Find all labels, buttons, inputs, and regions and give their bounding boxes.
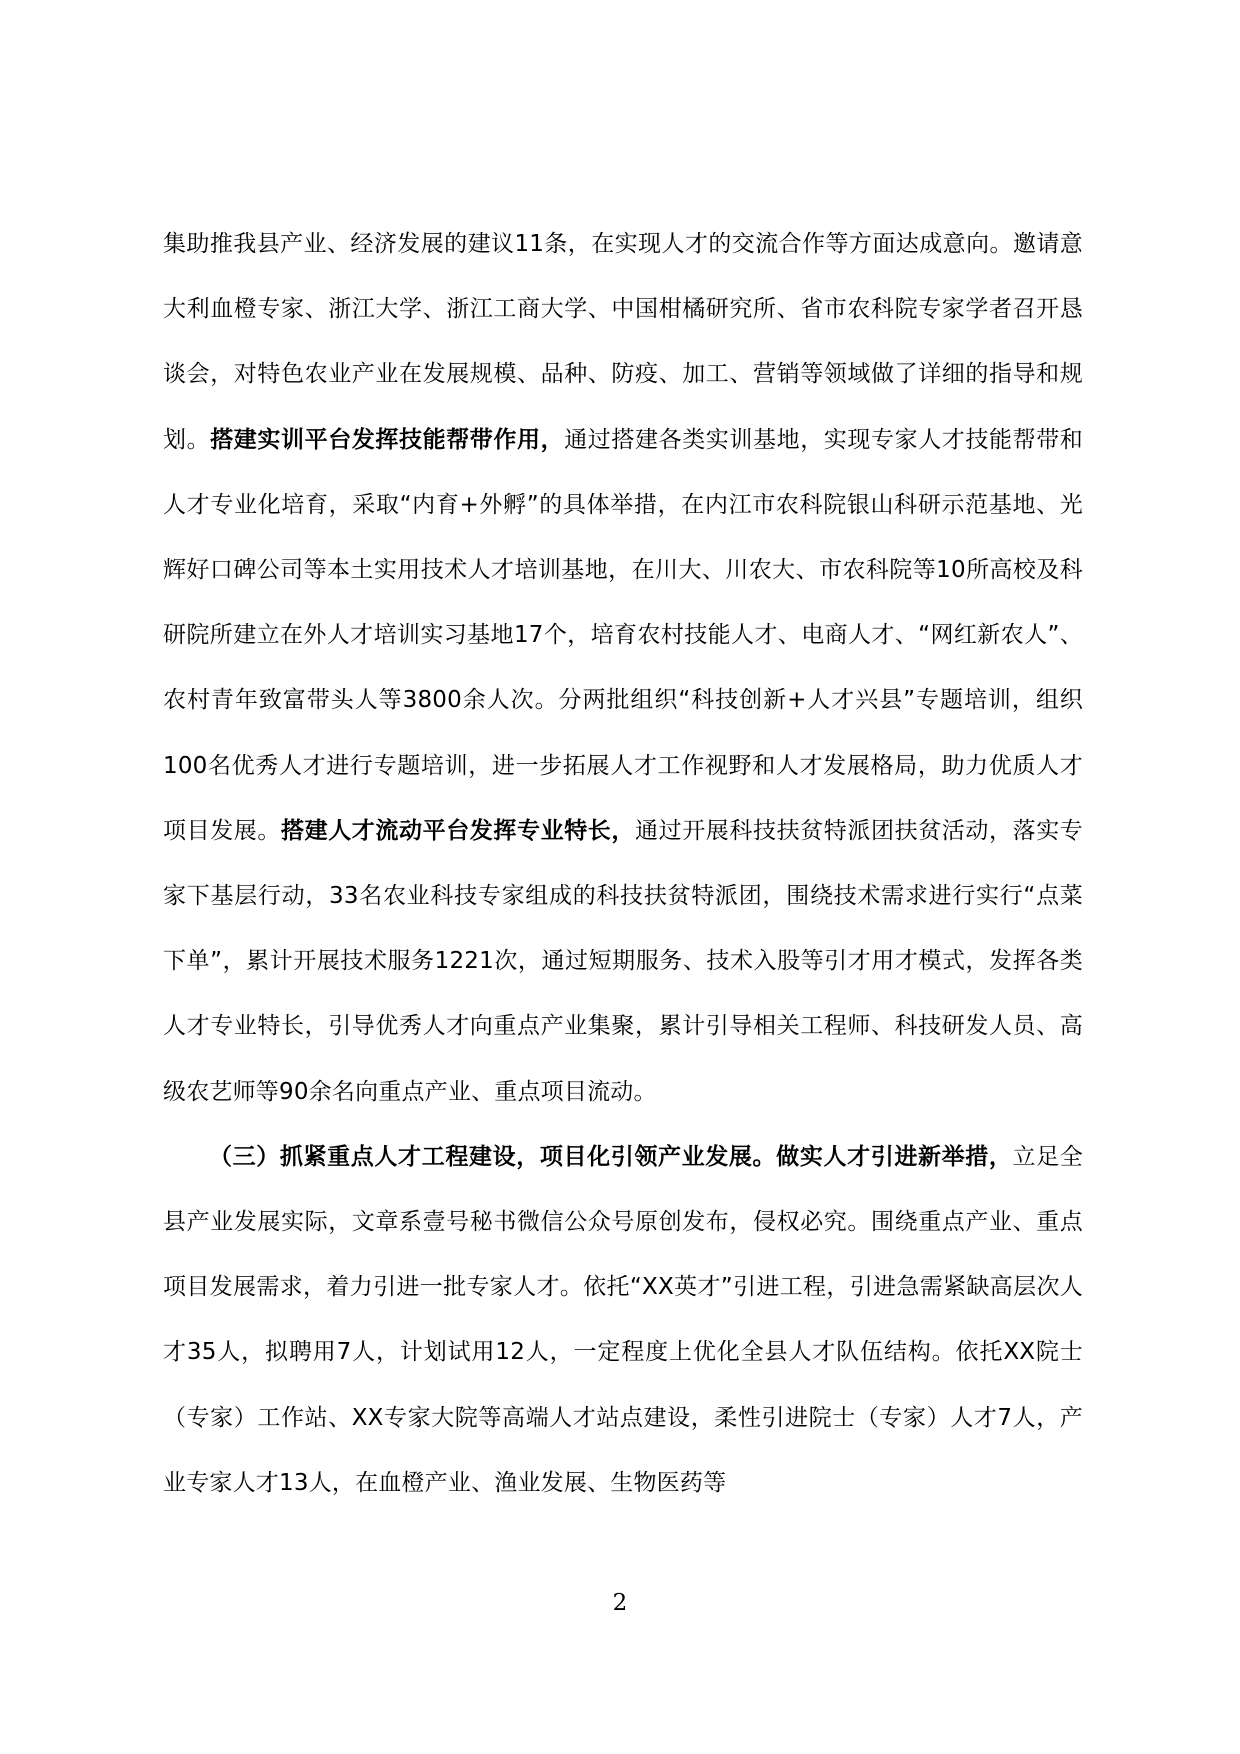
paragraph-text: 立足全县产业发展实际，文章系壹号秘书微信公众号原创发布，侵权必究。围绕重点产业、重点项目发展需求，着力引进一批专家人才。依托“XX英才”引进工程，引进急需紧缺高层次人才35人，拟聘用7人，计划试用12人，一定程度上优化全县人才队伍结构。依托XX院士（专家）工作站、XX专家大院等高端人才站点建设，柔性引进院士（专家）人才7人，产业专家人才13人，在血橙产业、渔业发展、生物医药等 (163, 1143, 1083, 1496)
paragraph-talent-platforms (163, 212, 1083, 1125)
paragraph-key-talent-projects (163, 1125, 1083, 1516)
page-number: 2 (612, 1590, 628, 1616)
paragraph-text: 集助推我县产业、经济发展的建议11条，在实现人才的交流合作等方面达成意向。邀请意大利血橙专家、浙江大学、浙江工商大学、中国柑橘研究所、省市农科院专家学者召开恳谈会，对特色农业产业在发展规模、品种、防疫、加工、营销等领域做了详细的指导和规划。 (163, 231, 1083, 453)
body-text (163, 212, 1083, 1516)
bold-heading-training-platform: 搭建实训平台发挥技能帮带作用， (210, 426, 565, 453)
paragraph-text: 通过搭建各类实训基地，实现专家人才技能帮带和人才专业化培育，采取“内育+外孵”的具体举措，在内江市农科院银山科研示范基地、光辉好口碑公司等本土实用技术人才培训基地，在川大、川农大、市农科院等10所高校及科研院所建立在外人才培训实习基地17个，培育农村技能人才、电商人才、“网红新农人”、农村青年致富带头人等3800余人次。分两批组织“科技创新+人才兴县”专题培训，组织100名优秀人才进行专题培训，进一步拓展人才工作视野和人才发展格局，助力优质人才项目发展。 (163, 426, 1083, 844)
bold-heading-section-three: （三）抓紧重点人才工程建设，项目化引领产业发展。做实人才引进新举措， (209, 1143, 1013, 1170)
paragraph-text: 通过开展科技扶贫特派团扶贫活动，落实专家下基层行动，33名农业科技专家组成的科技扶贫特派团，围绕技术需求进行实行“点菜下单”，累计开展技术服务1221次，通过短期服务、技术入股等引才用才模式，发挥各类人才专业特长，引导优秀人才向重点产业集聚，累计引导相关工程师、科技研发人员、高级农艺师等90余名向重点产业、重点项目流动。 (163, 817, 1083, 1105)
bold-heading-mobility-platform: 搭建人才流动平台发挥专业特长， (281, 817, 635, 844)
